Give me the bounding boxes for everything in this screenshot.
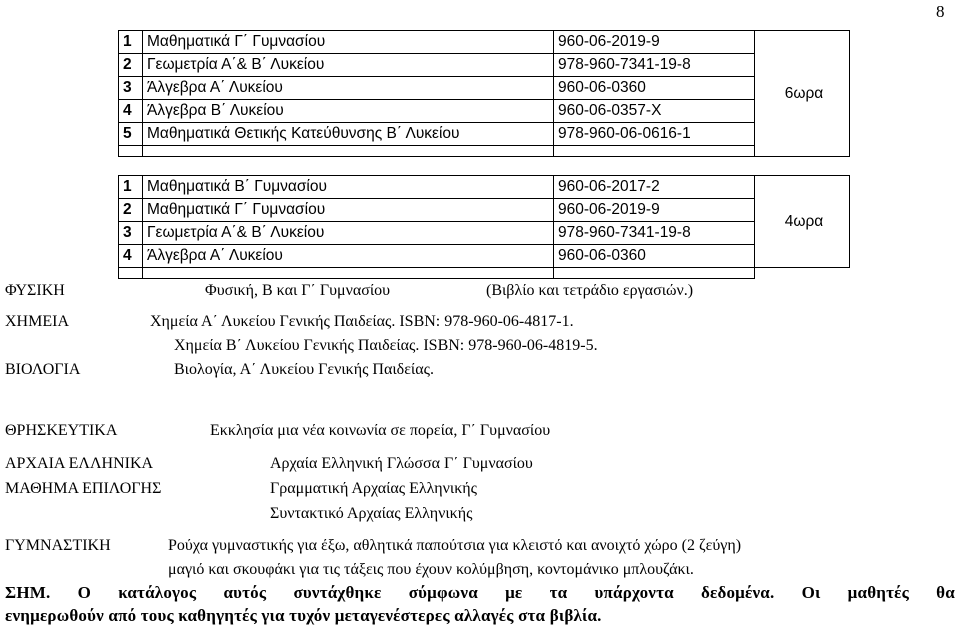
book-number: 4 (119, 100, 143, 123)
biology-label: ΒΙΟΛΟΓΙΑ (5, 361, 81, 378)
note-word: υπάρχοντα (594, 583, 674, 602)
note-word: μαθητές (847, 583, 909, 602)
note-line-2: ενημερωθούν από τους καθηγητές για τυχόν μεταγενέστερες αλλαγές στα βιβλία. (5, 606, 602, 625)
note-word: συντάχθηκε (293, 583, 382, 602)
book-title: Γεωμετρία Α΄& Β΄ Λυκείου (143, 54, 554, 77)
note-word: τα (549, 583, 568, 602)
book-isbn: 960-06-2019-9 (554, 31, 755, 54)
note-word: με (505, 583, 523, 602)
book-title: Μαθηματικά Γ΄ Γυμνασίου (143, 199, 554, 222)
elective-label: ΜΑΘΗΜΑ ΕΠΙΛΟΓΗΣ (5, 480, 162, 497)
note-word: κατάλογος (118, 583, 197, 602)
book-number: 2 (119, 199, 143, 222)
blank-cell (554, 146, 755, 157)
blank-row (119, 268, 850, 279)
book-title: Άλγεβρα Β΄ Λυκείου (143, 100, 554, 123)
gym-line-1: Ρούχα γυμναστικής για έξω, αθλητικά παπούτσια για κλειστό και ανοιχτό χώρο (2 ζεύγη) (168, 537, 742, 554)
religion-label: ΘΡΗΣΚΕΥΤΙΚΑ (5, 422, 118, 439)
book-number: 3 (119, 222, 143, 245)
book-isbn: 960-06-2017-2 (554, 176, 755, 199)
book-number: 4 (119, 245, 143, 268)
hours-6: 6ωρα (755, 31, 850, 157)
note-word: σύμφωνα (408, 583, 478, 602)
table-row (119, 100, 850, 123)
books-table-4h (118, 175, 850, 279)
note-word: θα (936, 583, 955, 602)
book-number: 3 (119, 77, 143, 100)
table-row (119, 176, 850, 199)
book-isbn: 978-960-7341-19-8 (554, 222, 755, 245)
book-isbn: 978-960-7341-19-8 (554, 54, 755, 77)
book-title: Μαθηματικά Β΄ Γυμνασίου (143, 176, 554, 199)
book-number: 2 (119, 54, 143, 77)
physics-book: Φυσική, Β και Γ΄ Γυμνασίου (205, 282, 391, 299)
note-word: αυτός (223, 583, 267, 602)
blank-row (119, 146, 850, 157)
biology-book: Βιολογία, Α΄ Λυκείου Γενικής Παιδείας. (174, 361, 434, 378)
book-title: Γεωμετρία Α΄& Β΄ Λυκείου (143, 222, 554, 245)
gym-label: ΓΥΜΝΑΣΤΙΚΗ (5, 537, 111, 554)
book-title: Μαθηματικά Θετικής Κατεύθυνσης Β΄ Λυκείου (143, 123, 554, 146)
book-number: 1 (119, 176, 143, 199)
ancient-book-2: Γραμματική Αρχαίας Ελληνικής (270, 480, 477, 497)
book-number: 5 (119, 123, 143, 146)
note-word: Ο (77, 583, 92, 602)
book-isbn: 960-06-0360 (554, 245, 755, 268)
hours-4: 4ωρα (755, 176, 850, 268)
book-isbn: 960-06-0360 (554, 77, 755, 100)
physics-label: ΦΥΣΙΚΗ (5, 282, 65, 299)
ancient-book-1: Αρχαία Ελληνική Γλώσσα Γ΄ Γυμνασίου (270, 455, 533, 472)
gym-line-2: μαγιό και σκουφάκι για τις τάξεις που έχουν κολύμβηση, κοντομάνικο μπλουζάκι. (168, 561, 694, 578)
note-word: Οι (801, 583, 821, 602)
religion-book: Εκκλησία μια νέα κοινωνία σε πορεία, Γ΄ Γυμνασίου (210, 422, 551, 439)
blank-cell (119, 268, 143, 279)
table-row (119, 222, 850, 245)
book-isbn: 960-06-0357-Χ (554, 100, 755, 123)
book-number: 1 (119, 31, 143, 54)
book-isbn: 960-06-2019-9 (554, 199, 755, 222)
blank-cell (143, 146, 554, 157)
book-title: Μαθηματικά Γ΄ Γυμνασίου (143, 31, 554, 54)
chemistry-label: ΧΗΜΕΙΑ (5, 313, 69, 330)
note-word: ΣΗΜ. (5, 583, 51, 602)
blank-cell (143, 268, 554, 279)
note-word: δεδομένα. (700, 583, 775, 602)
ancient-greek-label: ΑΡΧΑΙΑ ΕΛΛΗΝΙΚΑ (5, 455, 154, 472)
chemistry-book-1: Χημεία Α΄ Λυκείου Γενικής Παιδείας. ISBN: 978-960-06-4817-1. (150, 313, 574, 330)
book-title: Άλγεβρα Α΄ Λυκείου (143, 245, 554, 268)
table-row (119, 199, 850, 222)
physics-note: (Βιβλίο και τετράδιο εργασιών.) (486, 282, 694, 299)
blank-cell (119, 146, 143, 157)
book-title: Άλγεβρα Α΄ Λυκείου (143, 77, 554, 100)
table-row (119, 77, 850, 100)
blank-cell (554, 268, 755, 279)
table-row (119, 31, 850, 54)
table-row (119, 54, 850, 77)
chemistry-book-2: Χημεία Β΄ Λυκείου Γενικής Παιδείας. ISBN: 978-960-06-4819-5. (174, 337, 598, 354)
ancient-book-3: Συντακτικό Αρχαίας Ελληνικής (270, 505, 473, 522)
table-row (119, 245, 850, 268)
books-table-6h (118, 30, 850, 157)
table-row (119, 123, 850, 146)
page-number: 8 (936, 2, 945, 21)
book-isbn: 978-960-06-0616-1 (554, 123, 755, 146)
note-line-1 (5, 583, 955, 603)
